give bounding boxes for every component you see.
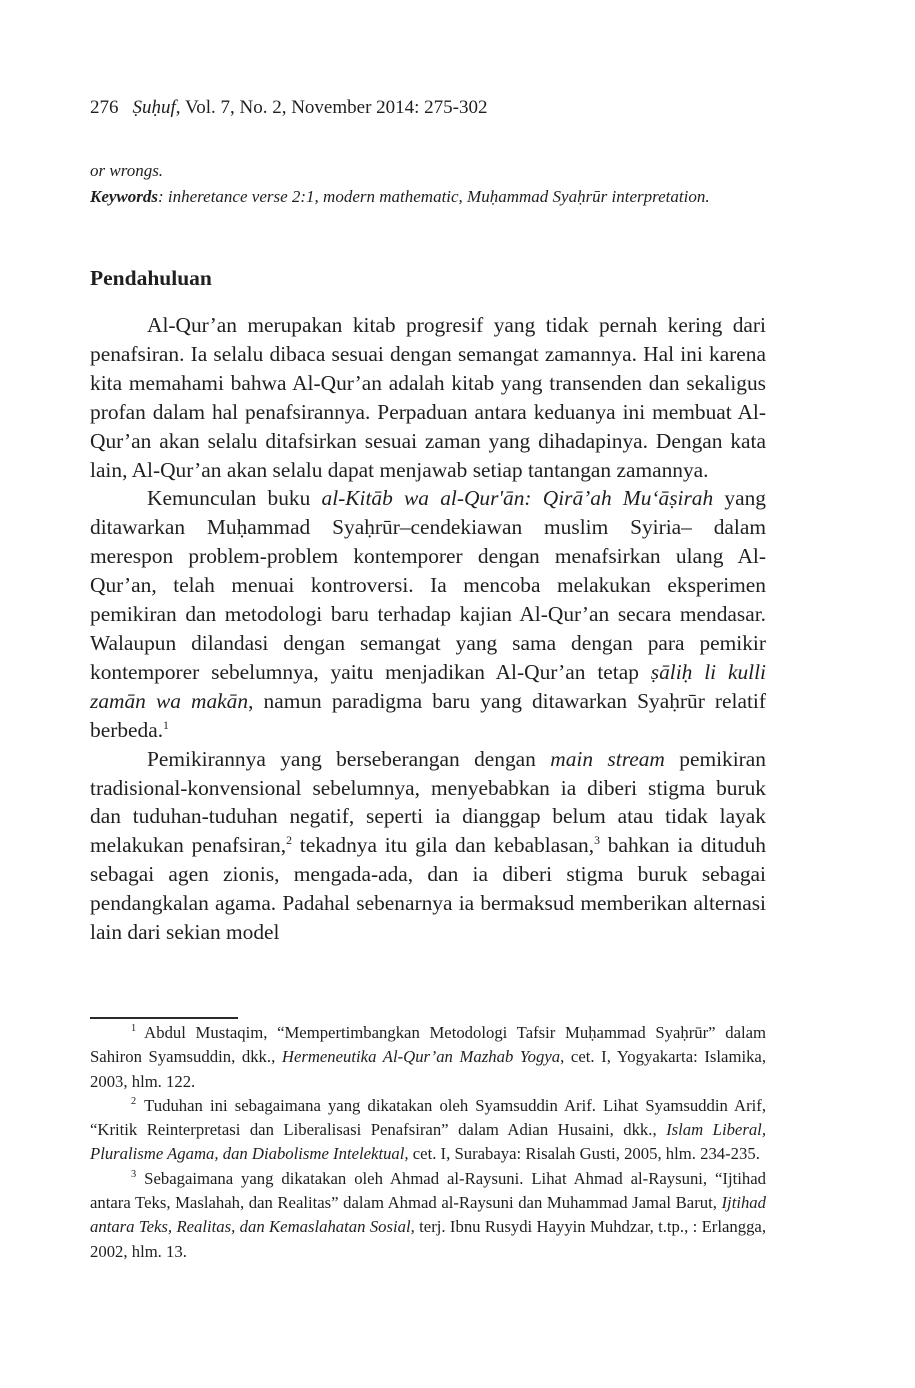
paragraph-3-text-d: bahkan ia dituduh sebagai agen zionis, mengada-ada, dan ia diberi stigma buruk sebagai pendangkalan agama. Padahal sebenarnya ia bermaksud memberikan alternasi lain dari sekian model	[90, 833, 766, 945]
footnote-separator	[90, 1017, 238, 1019]
footnote-ref-2[interactable]: 2	[286, 834, 292, 848]
footnote-ref-3[interactable]: 3	[594, 834, 600, 848]
footnote-text: cet. I, Surabaya: Risalah Gusti, 2005, hlm. 234-235.	[408, 1144, 760, 1164]
body-text	[90, 311, 766, 947]
footnote-text: Abdul Mustaqim, “Mempertimbangkan Metodologi Tafsir Muḥammad Syaḥrūr” dalam Sahiron Syamsuddin, dkk.,	[90, 1023, 766, 1067]
page-number: 276	[90, 97, 119, 118]
paragraph-2-text-a: Kemunculan buku	[147, 486, 322, 511]
running-head	[90, 97, 488, 119]
paragraph-2-text-c: , namun paradigma baru yang ditawarkan Syaḥrūr relatif berbeda.	[90, 688, 766, 742]
footnote-number: 3	[131, 1169, 137, 1181]
journal-issue: , Vol. 7, No. 2, November 2014: 275-302	[175, 97, 488, 118]
paragraph-2-text-b: yang ditawarkan Muḥammad Syaḥrūr–cendekiawan muslim Syiria– dalam merespon problem-problem kontemporer dengan menafsirkan ulang Al-Qur’an, telah menuai kontroversi. Ia mencoba melakukan eksperimen pemikiran dan metodologi baru terhadap kajian Al-Qur’an secara mendasar. Walaupun dilandasi dengan semangat yang sama dengan para pemikir kontemporer sebelumnya, yaitu menjadikan Al-Qur’an tetap	[90, 486, 766, 684]
footnote-title: Hermeneutika Al-Qur’an Mazhab Yogya	[281, 1047, 561, 1067]
footnote-ref-1[interactable]: 1	[163, 718, 169, 732]
paragraph-1: Al-Qur’an merupakan kitab progresif yang tidak pernah kering dari penafsiran. Ia selalu dibaca sesuai dengan semangat zamannya. Hal ini karena kita memahami bahwa Al-Qur’an adalah kitab yang transenden dan sekaligus profan dalam hal penafsirannya. Perpaduan antara keduanya ini membuat Al-Qur’an akan selalu ditafsirkan sesuai zaman yang dihadapinya. Dengan kata lain, Al-Qur’an akan selalu dapat menjawab setiap tantangan zamannya.	[90, 313, 766, 482]
footnote-title: Islam Liberal, Pluralisme Agama, dan Diabolisme Intelektual,	[90, 1120, 766, 1164]
keywords-label: Keywords	[90, 187, 158, 206]
paragraph-3-text-a: Pemikirannya yang berseberangan dengan	[147, 746, 551, 771]
footnote-title: Ijtihad antara Teks, Realitas, dan Kemaslahatan Sosial,	[90, 1193, 766, 1237]
footnote-text: , cet. I, Yogyakarta: Islamika, 2003, hlm. 122.	[90, 1047, 767, 1091]
footnote-text: terj. Ibnu Rusydi Hayyin Muhdzar, t.tp., : Erlangga, 2002, hlm. 13.	[90, 1217, 766, 1261]
section-title: Pendahuluan	[90, 266, 212, 290]
abstract-tail	[90, 158, 766, 210]
footnote-text: Sebagaimana yang dikatakan oleh Ahmad al-Raysuni. Lihat Ahmad al-Raysuni, “Ijtihad antara Teks, Maslahah, dan Realitas” dalam Ahmad al-Raysuni dan Muhammad Jamal Barut,	[90, 1168, 766, 1213]
footnotes	[90, 1021, 766, 1264]
paragraph-3-text-c: tekadnya itu gila dan kebablasan,	[291, 833, 595, 858]
abstract-last-line: or wrongs.	[90, 161, 164, 180]
journal-name: Ṣuḥuf	[132, 97, 176, 118]
footnote-number: 1	[131, 1023, 137, 1035]
arabic-phrase: ṣāliḥ li kulli zamān wa makān	[90, 659, 766, 713]
footnote-2	[90, 1094, 766, 1167]
book-title: al-Kitāb wa al-Qur'ān: Qirā’ah Mu‘āṣirah	[321, 486, 714, 511]
paragraph-3	[90, 745, 766, 947]
keywords	[90, 184, 766, 210]
footnote-1	[90, 1021, 766, 1094]
paragraph-3-text-b: pemikiran tradisional-konvensional sebelumnya, menyebabkan ia diberi stigma buruk dan tuduhan-tuduhan negatif, seperti ia dianggap belum atau tidak layak melakukan penafsiran,	[90, 746, 766, 858]
footnote-number: 2	[131, 1096, 137, 1108]
footnote-text: Tuduhan ini sebagaimana yang dikatakan oleh Syamsuddin Arif. Lihat Syamsuddin Arif, “Kritik Reinterpretasi dan Liberalisasi Penafsiran” dalam Adian Husaini, dkk.,	[90, 1095, 766, 1140]
paragraph-2	[90, 484, 766, 744]
keywords-text: : inheretance verse 2:1, modern mathematic, Muḥammad Syaḥrūr interpretation.	[158, 187, 710, 206]
term-main-stream: main stream	[550, 746, 665, 771]
footnote-3	[90, 1167, 766, 1264]
